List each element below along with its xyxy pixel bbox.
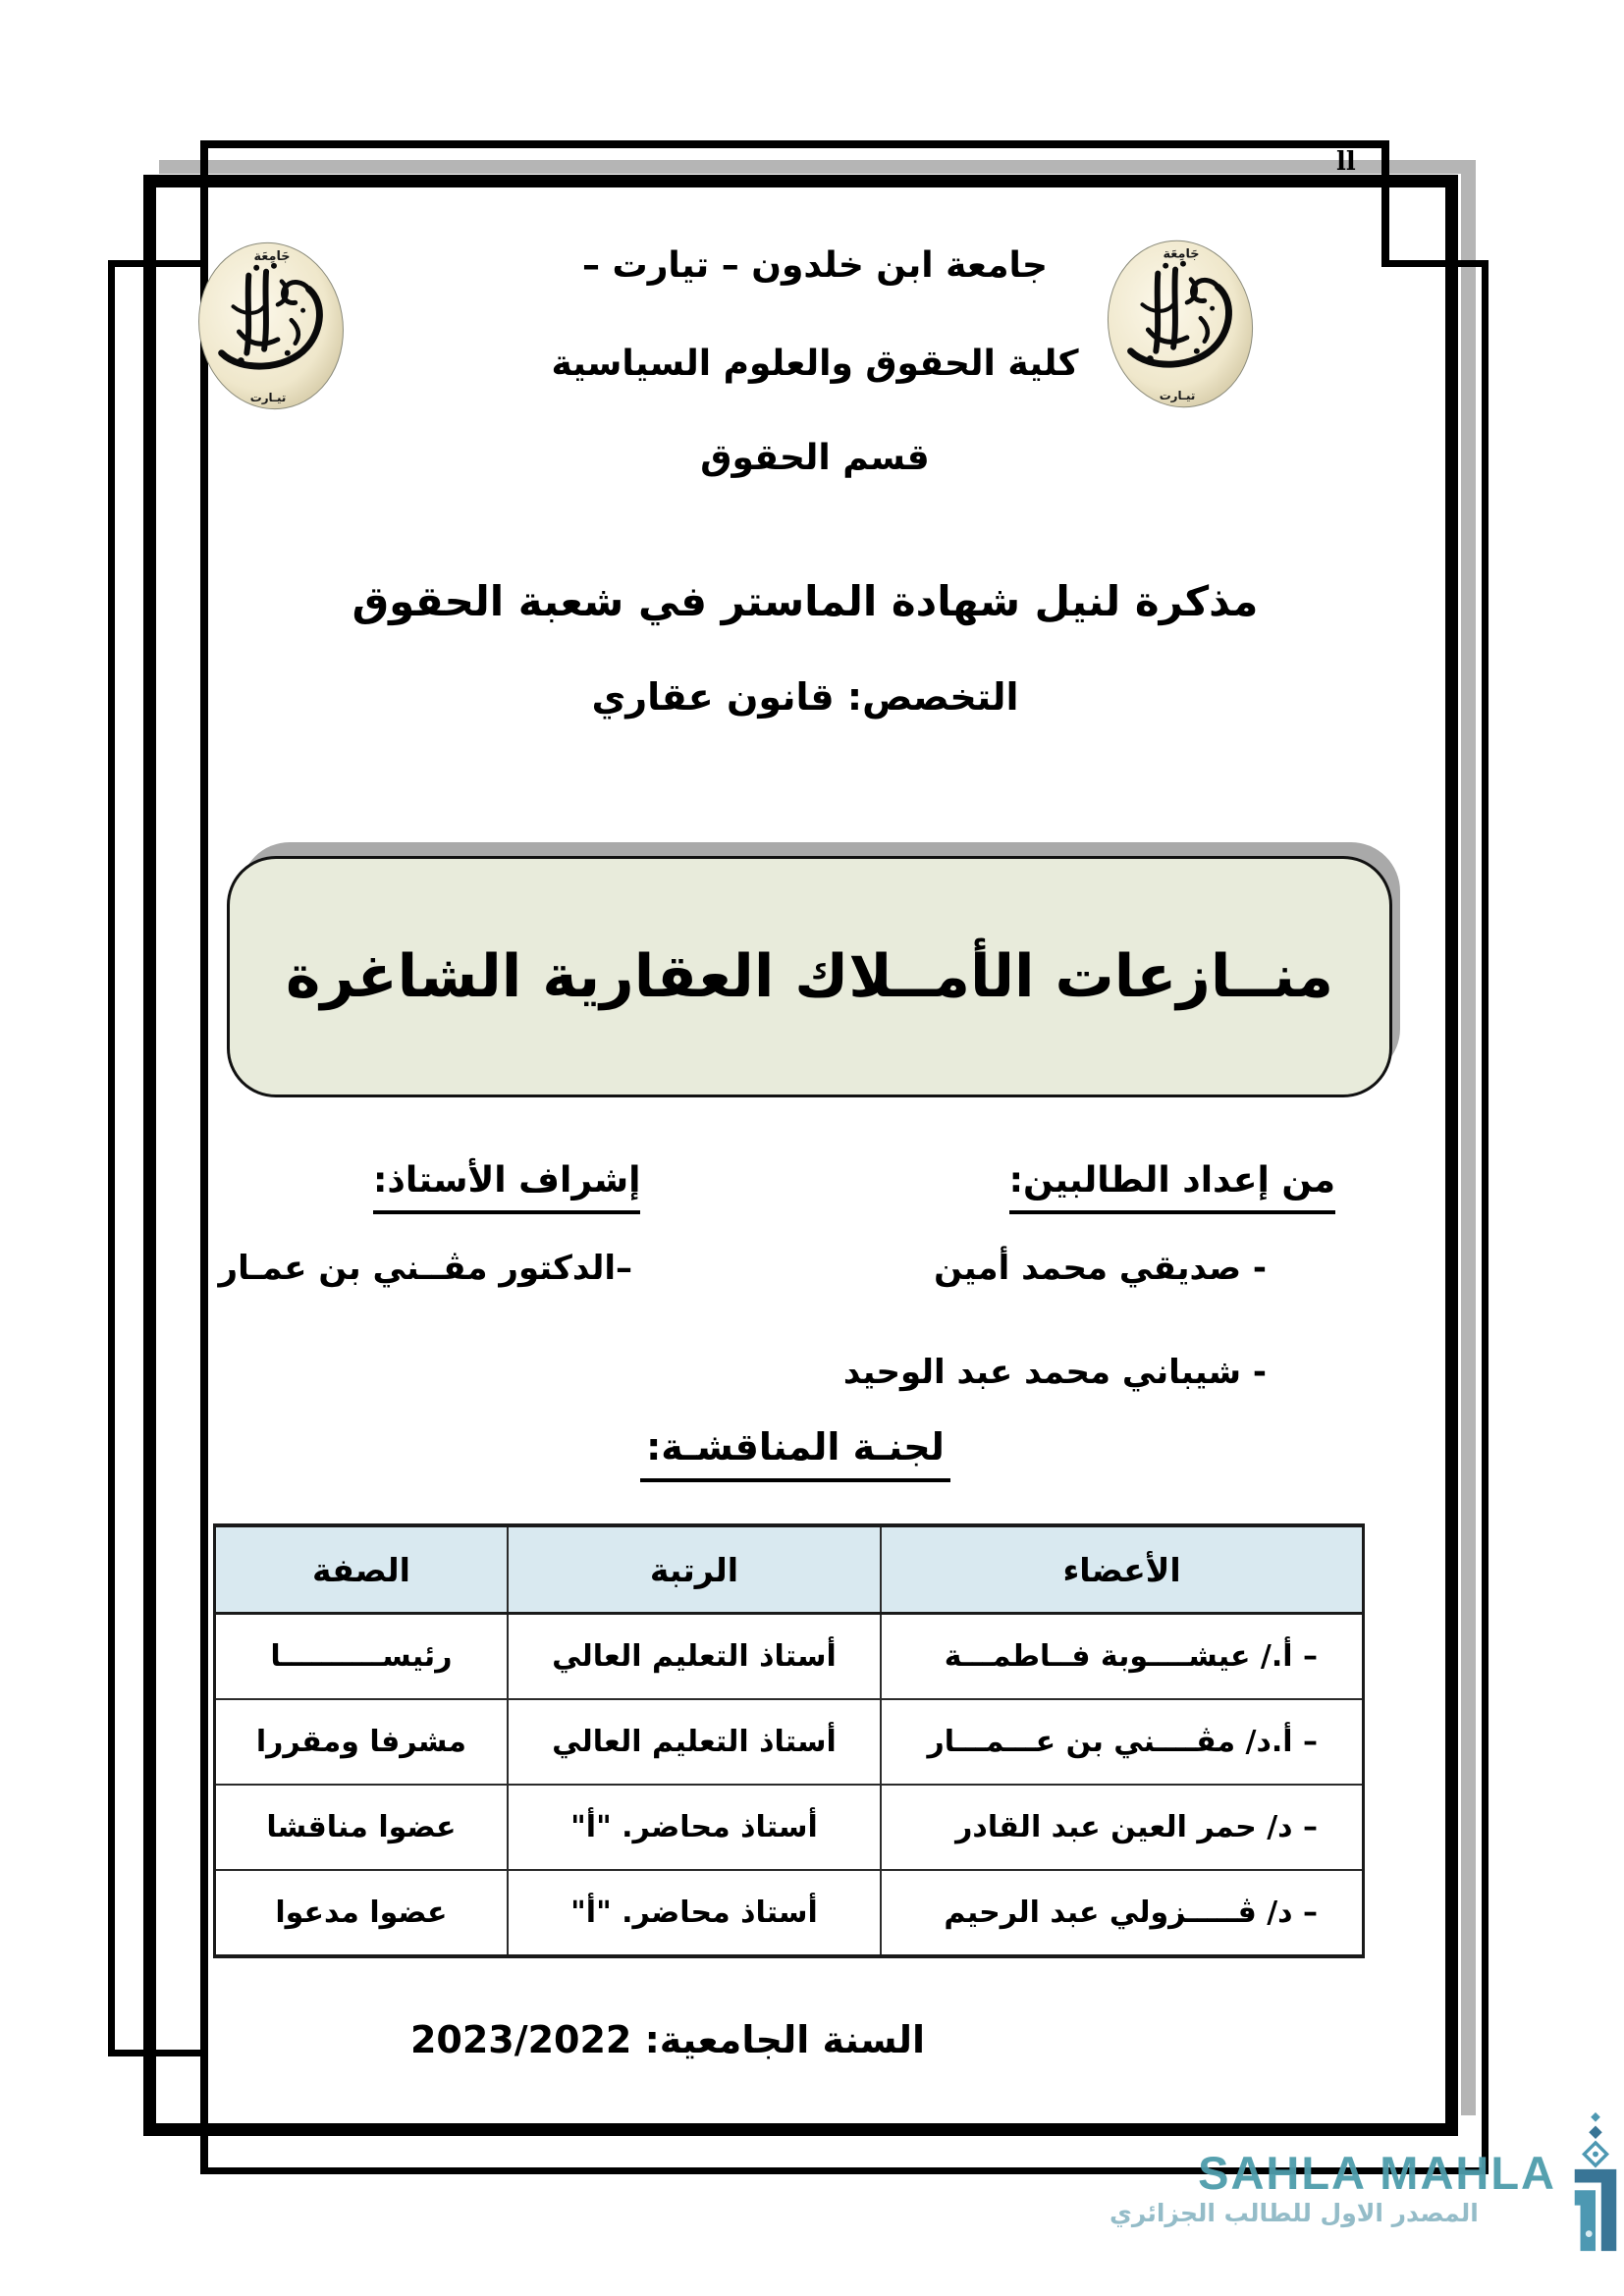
academic-year: السنة الجامعية: 2023/2022 (409, 2018, 926, 2061)
jury-header-rank: الرتبة (508, 1525, 881, 1614)
frame-c-right (1482, 260, 1489, 2174)
jury-role: عضوا مناقشا (215, 1785, 508, 1870)
jury-rank: أستاذ التعليم العالي (508, 1699, 881, 1785)
sahla-mahla-emblem-icon (1567, 2110, 1624, 2257)
thesis-title: منــازعات الأمــلاك العقارية الشاغرة (285, 942, 1334, 1011)
jury-table (213, 1523, 1365, 1958)
jury-header-members: الأعضاء (881, 1525, 1363, 1614)
degree-line: مذكرة لنيل شهادة الماستر في شعبة الحقوق (352, 577, 1259, 625)
jury-role: مشرفا ومقررا (215, 1699, 508, 1785)
student-name-2: - شيباني محمد عبد الوحيد (842, 1353, 1267, 1392)
frame-a-top (200, 140, 1389, 148)
jury-role: رئيســــــــــا (215, 1614, 508, 1700)
watermark-tagline: المصدر الاول للطالب الجزائري (1110, 2199, 1479, 2227)
svg-text:جَامِعَة: جَامِعَة (253, 248, 291, 264)
frame-c-top-right (1381, 260, 1489, 267)
svg-text:تيـارت: تيـارت (1159, 389, 1196, 403)
frame-shadow-right (1461, 160, 1476, 2115)
jury-row (215, 1699, 1364, 1785)
preparation-label: من إعداد الطالبين: (1009, 1160, 1335, 1214)
university-seal-left-icon (194, 239, 350, 417)
frame-b-bottom (143, 2123, 1458, 2136)
title-box (227, 856, 1392, 1097)
jury-row (215, 1870, 1364, 1956)
jury-header-role: الصفة (215, 1525, 508, 1614)
supervisor-name: –الدكتور مڤــني بن عمـار (218, 1249, 632, 1288)
committee-label: لجنـة المناقشـة: (520, 1425, 1070, 1468)
jury-row (215, 1614, 1364, 1700)
header-faculty: كلية الحقوق والعلوم السياسية (551, 344, 1079, 384)
corner-mark: ll (1336, 147, 1356, 177)
jury-row (215, 1785, 1364, 1870)
svg-text:جَامِعَة: جَامِعَة (1163, 246, 1200, 262)
frame-a-right-stub (1381, 140, 1389, 267)
frame-shadow-top (159, 160, 1476, 174)
supervision-label: إشراف الأستاذ: (373, 1160, 640, 1214)
header-department: قسم الحقوق (700, 438, 930, 478)
student-name-1: - صديقي محمد أمين (934, 1249, 1267, 1288)
jury-rank: أستاذ محاضر. "أ" (508, 1785, 881, 1870)
watermark-brand: SAHLA MAHLA (1198, 2147, 1556, 2199)
jury-member: – أ./ عيشــــوبة فــاطمـــة (881, 1614, 1363, 1700)
frame-c-bottom-left-stub (108, 2050, 204, 2056)
jury-rank: أستاذ التعليم العالي (508, 1614, 881, 1700)
frame-a-left (200, 140, 208, 2174)
frame-b-left (143, 175, 156, 2130)
svg-text:تيـارت: تيـارت (249, 391, 287, 405)
frame-c-left (108, 260, 115, 2056)
frame-b-right (1445, 175, 1458, 2136)
header-university: جامعة ابن خلدون – تيارت – (582, 245, 1048, 286)
jury-role: عضوا مدعوا (215, 1870, 508, 1956)
jury-header-row (215, 1525, 1364, 1614)
frame-b-top (143, 175, 1458, 187)
jury-member: – أ.د/ مڤــــني بن عـــمـــار (881, 1699, 1363, 1785)
jury-member: – د/ حمر العين عبد القادر (881, 1785, 1363, 1870)
frame-c-top-left-stub (108, 260, 204, 267)
specialty-line: التخصص: قانون عقاري (591, 675, 1019, 719)
jury-rank: أستاذ محاضر. "أ" (508, 1870, 881, 1956)
jury-member: – د/ ڤـــــزولي عبد الرحيم (881, 1870, 1363, 1956)
